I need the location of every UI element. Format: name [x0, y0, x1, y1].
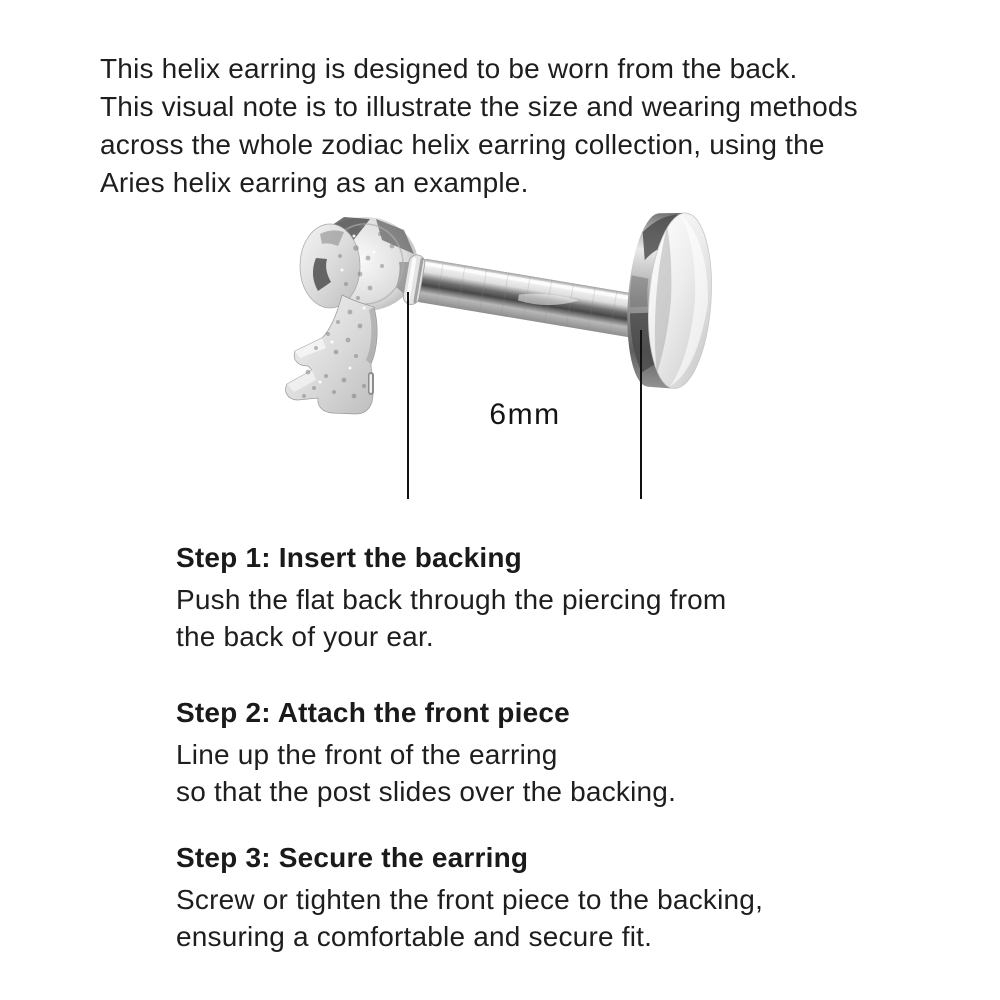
step-1-title: Step 1: Insert the backing [176, 542, 522, 573]
intro-line-2: This visual note is to illustrate the size and wearing methods [100, 91, 858, 122]
step-2-title: Step 2: Attach the front piece [176, 697, 570, 728]
intro-line-1: This helix earring is designed to be worn from the back. [100, 53, 798, 84]
earring-photo [270, 200, 730, 520]
step-2 [176, 697, 896, 810]
step-1-line-1: Push the flat back through the piercing from [176, 584, 727, 615]
step-3-title: Step 3: Secure the earring [176, 842, 529, 873]
step-1-line-2: the back of your ear. [176, 621, 434, 652]
step-1 [176, 542, 896, 655]
step-3-line-1: Screw or tighten the front piece to the backing, [176, 884, 764, 915]
disc-backing [622, 209, 717, 390]
intro-line-4: Aries helix earring as an example. [100, 167, 529, 198]
earring-post [412, 258, 648, 340]
aries-front-piece [286, 217, 418, 414]
earring-figure [270, 200, 730, 520]
step-2-line-2: so that the post slides over the backing. [176, 776, 677, 807]
step-3-line-2: ensuring a comfortable and secure fit. [176, 921, 653, 952]
step-3 [176, 842, 896, 955]
measurement-label: 6mm [489, 398, 561, 431]
step-2-line-1: Line up the front of the earring [176, 739, 558, 770]
intro-paragraph [100, 50, 858, 202]
intro-line-3: across the whole zodiac helix earring collection, using the [100, 129, 825, 160]
